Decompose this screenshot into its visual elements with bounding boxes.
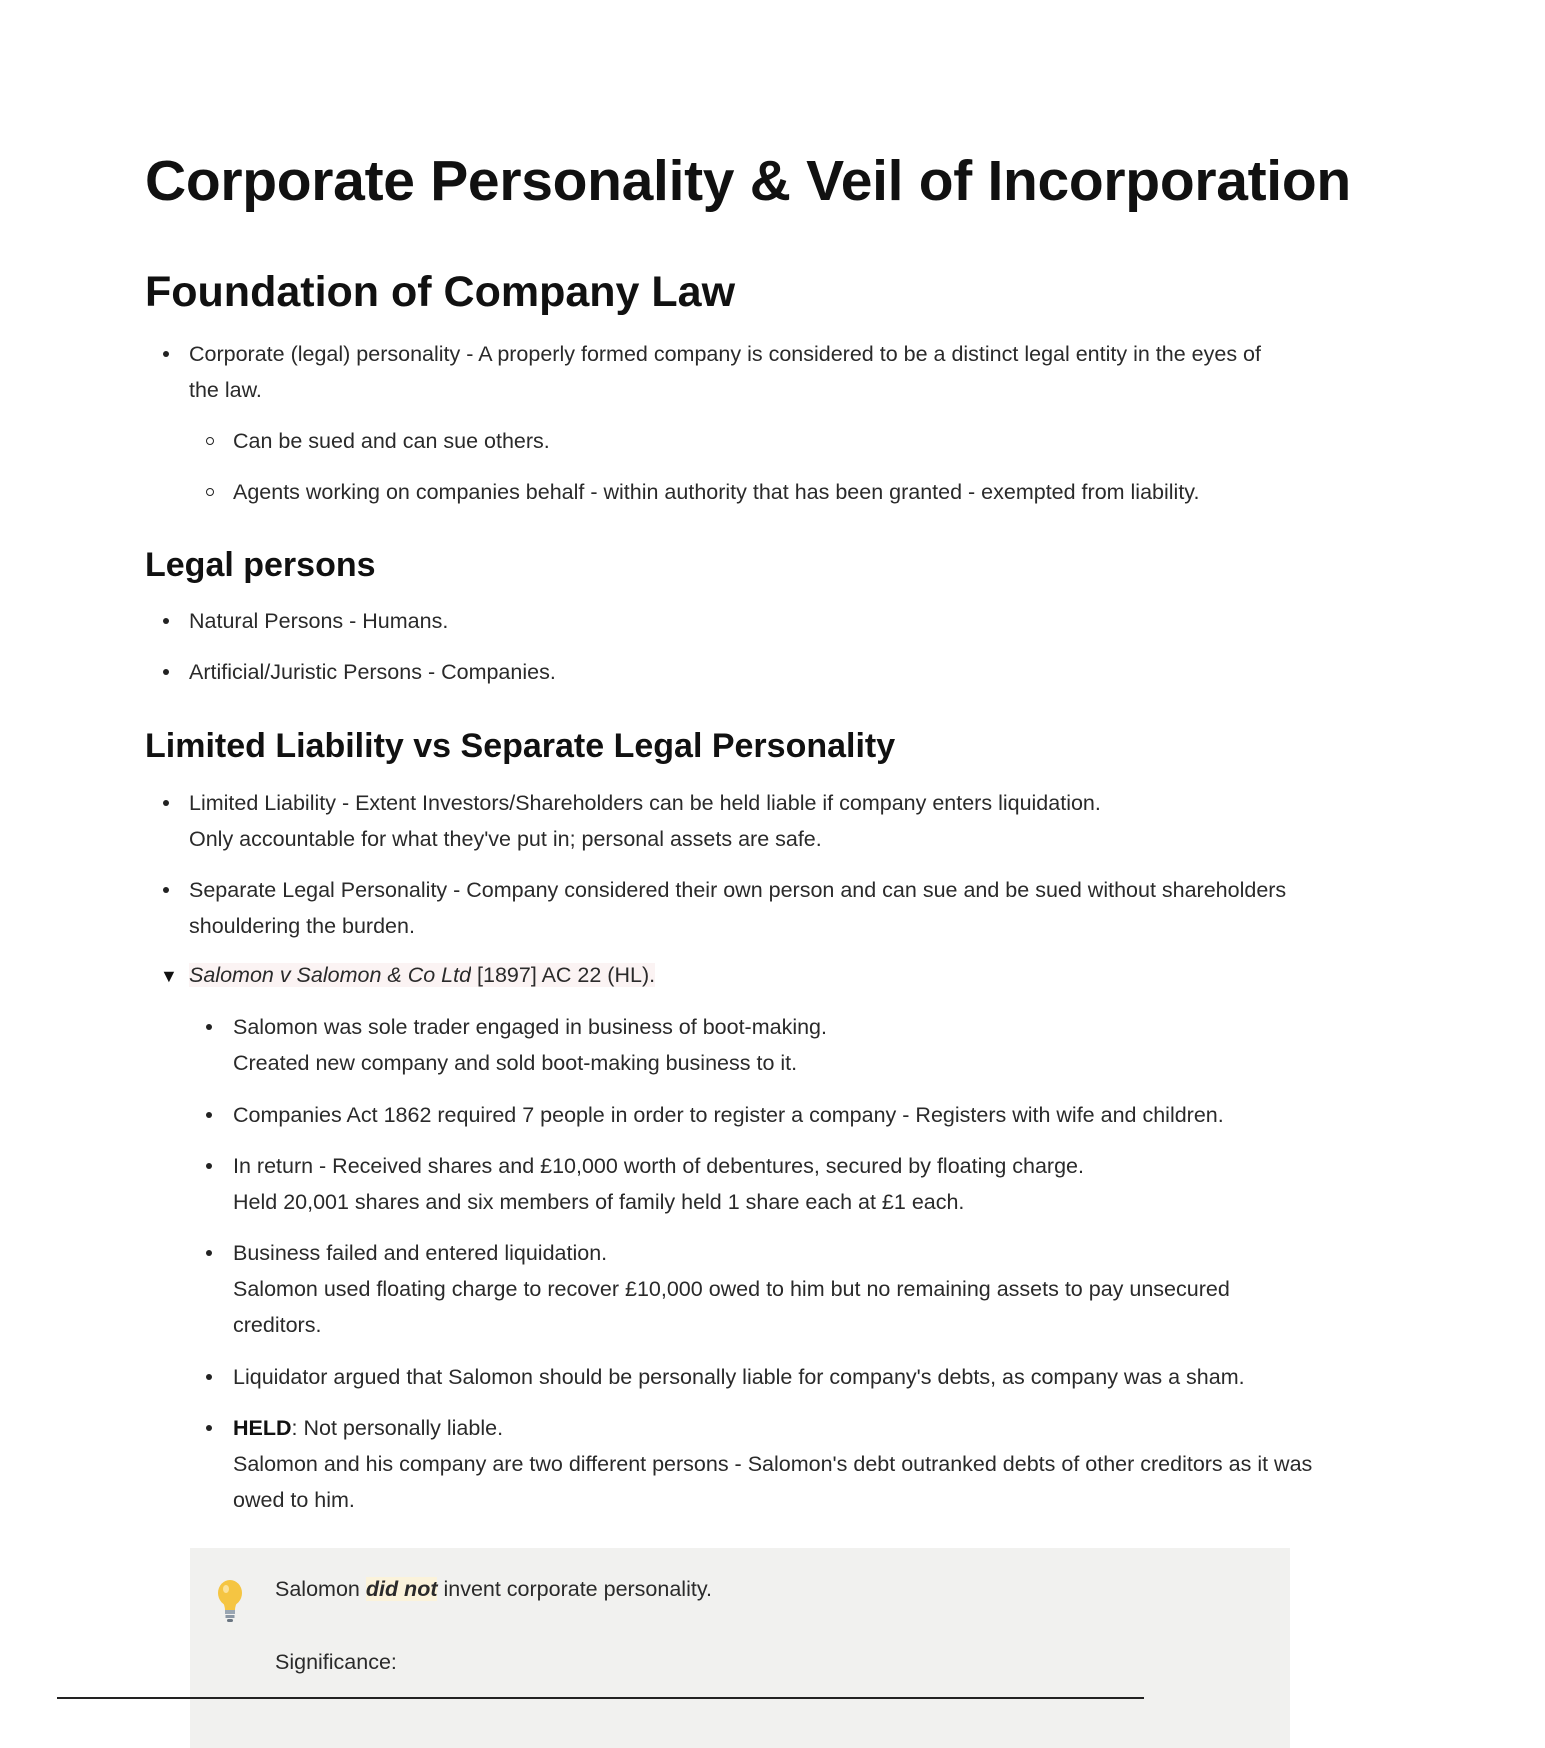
bullet-dot [206,1250,212,1256]
callout-significance: Significance: [275,1650,397,1674]
heading-limited-liability: Limited Liability vs Separate Legal Personality [145,727,896,765]
bullet-dot [206,1112,212,1118]
list-item-continuation: Created new company and sold boot-making business to it. [233,1051,798,1075]
page-bottom-rule [57,1697,1144,1699]
callout-box [190,1548,1290,1748]
bullet-dot [163,618,169,624]
list-item-held [233,1410,503,1446]
list-item-sole-trader: Salomon was sole trader engaged in business of boot-making. [233,1015,827,1039]
list-item-continuation: owed to him. [233,1488,355,1512]
list-item-continuation: Held 20,001 shares and six members of family held 1 share each at £1 each. [233,1190,965,1214]
sub-bullet-circle [206,488,214,496]
list-item-liquidator: Liquidator argued that Salomon should be personally liable for company's debts, as company was a sham. [233,1365,1245,1389]
list-item-continuation: the law. [189,378,262,402]
bullet-dot [206,1163,212,1169]
heading-foundation: Foundation of Company Law [145,268,736,316]
bullet-dot [163,800,169,806]
list-item-continuation: Salomon and his company are two different persons - Salomon's debt outranked debts of other creditors as it was [233,1452,1313,1476]
list-item-companies-act: Companies Act 1862 required 7 people in order to register a company - Registers with wife and children. [233,1103,1224,1127]
lightbulb-icon [215,1578,245,1626]
heading-legal-persons: Legal persons [145,546,376,584]
list-item-business-failed: Business failed and entered liquidation. [233,1241,608,1265]
highlighted-emphasis: did not [365,1577,438,1601]
page-title: Corporate Personality & Veil of Incorporation [145,149,1351,213]
case-name: Salomon v Salomon & Co Ltd [189,963,472,987]
list-item-natural-persons: Natural Persons - Humans. [189,609,449,633]
bullet-dot [163,669,169,675]
sub-list-item-agents: Agents working on companies behalf - within authority that has been granted - exempted from liability. [233,480,1200,504]
held-label: HELD [233,1416,292,1440]
bullet-dot [206,1374,212,1380]
callout-text: Salomon did not invent corporate personality. [275,1577,712,1601]
list-item-continuation: Only accountable for what they've put in; personal assets are safe. [189,827,822,851]
list-item-in-return: In return - Received shares and £10,000 worth of debentures, secured by floating charge. [233,1154,1084,1178]
toggle-triangle-icon[interactable]: ▼ [160,966,178,986]
sub-list-item-sued: Can be sued and can sue others. [233,429,550,453]
sub-bullet-circle [206,437,214,445]
toggle-salomon-case[interactable] [189,957,655,993]
bullet-dot [206,1024,212,1030]
list-item-continuation: shouldering the burden. [189,914,415,938]
list-item-continuation: creditors. [233,1313,322,1337]
list-item-limited-liability: Limited Liability - Extent Investors/Shareholders can be held liable if company enters liquidation. [189,791,1101,815]
list-item-corporate-personality: Corporate (legal) personality - A properly formed company is considered to be a distinct legal entity in the eyes of [189,342,1261,366]
bullet-dot [163,351,169,357]
case-citation: [1897] AC 22 (HL). [471,963,656,987]
held-text: : Not personally liable. [291,1416,504,1440]
list-item-continuation: Salomon used floating charge to recover £10,000 owed to him but no remaining assets to pay unsecured [233,1277,1230,1301]
bullet-dot [206,1425,212,1431]
list-item-separate-legal-personality: Separate Legal Personality - Company considered their own person and can sue and be sued without shareholders [189,878,1287,902]
bullet-dot [163,887,169,893]
list-item-artificial-persons: Artificial/Juristic Persons - Companies. [189,660,556,684]
